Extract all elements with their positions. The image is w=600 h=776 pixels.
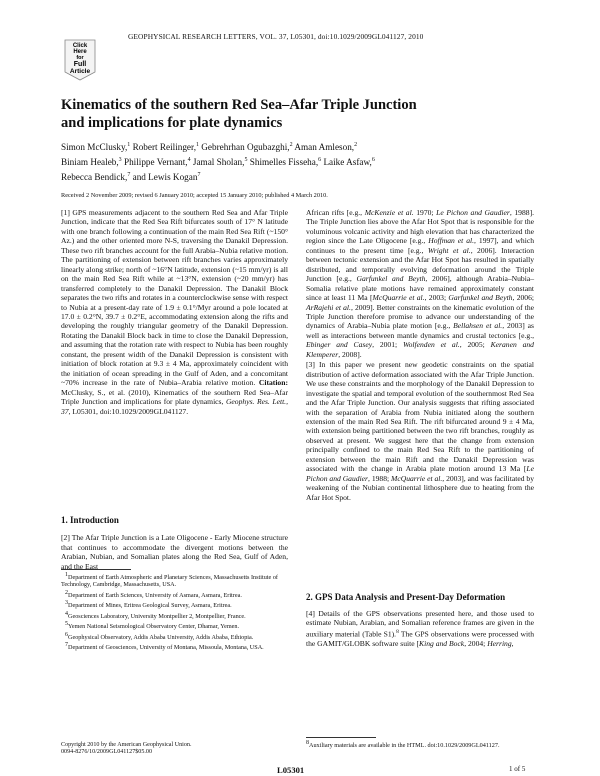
author-list	[61, 139, 481, 184]
author: Gebrehrhan Ogubazghi,	[201, 142, 290, 153]
issn-line: 0094-8276/10/2009GL041127$05.00	[61, 749, 153, 755]
author-affiliation: 2	[354, 142, 358, 148]
author: Jamal Sholan,	[192, 157, 245, 168]
author: Laike Asfaw,	[323, 157, 372, 168]
footnote-number: 7	[65, 642, 68, 649]
footnote-number: 6	[65, 631, 68, 638]
ref-link[interactable]: Ebinger and Casey	[306, 340, 373, 350]
gps-paragraph: [4] Details of the GPS observations presented here, and those used to estimate Nubian, Arabian, and Somalian reference frames are given in the auxiliary material (Table S1).$^8$ The GPS observations were processed with the GAMIT/GLOBK software suite [King and Bock, 2004; Herring,	[306, 609, 534, 648]
author-affiliation: 2	[289, 142, 293, 148]
footnote-divider	[61, 569, 131, 570]
author-affiliation: 6	[318, 157, 322, 164]
badge-text-article: Article	[69, 68, 91, 75]
ref-link[interactable]: Bellahsen et al.	[453, 321, 503, 331]
footnote-number: 3	[65, 600, 68, 607]
author-affiliation: 3	[118, 157, 122, 164]
received-dates: Received 2 November 2009; revised 6 January 2010; accepted 15 January 2010; published 4 March 2010.	[61, 192, 328, 199]
footnote	[61, 600, 288, 609]
ref-link[interactable]: Garfunkel and Beyth	[356, 274, 426, 284]
author: Shimelles Fisseha,	[249, 157, 319, 168]
author: Philippe Vernant,	[123, 157, 188, 168]
ref-link[interactable]: Le Pichon and Gaudier	[306, 464, 534, 483]
footnote-ref[interactable]: 8	[396, 628, 399, 635]
author-affiliation: 5	[244, 157, 248, 164]
full-article-badge[interactable]	[63, 38, 97, 82]
auxiliary-footnote-divider	[306, 737, 376, 738]
footnote	[61, 642, 288, 651]
footnote-number: 1	[65, 572, 68, 578]
ref-link[interactable]: Garfunkel and Beyth	[448, 293, 513, 303]
section-gps-data	[306, 592, 534, 648]
title-line-1: Kinematics of the southern Red Sea–Afar Triple Junction	[61, 97, 417, 113]
section-introduction	[61, 516, 288, 571]
running-head: GEOPHYSICAL RESEARCH LETTERS, VOL. 37, L05301, doi:10.1029/2009GL041127, 2010	[128, 32, 424, 41]
footnote-number: 8	[306, 740, 309, 746]
intro-paragraph: [2] The Afar Triple Junction is a Late Oligocene - Early Miocene structure that continues to accommodate the divergent motions between the Arabian, Nubian, and Somalian plates along the Red Sea, Gulf of Aden, and the East	[61, 533, 288, 571]
author-affiliation: 7	[197, 172, 201, 179]
ref-link[interactable]: Hoffman et al.	[428, 236, 475, 246]
footnote-text: Geosciences Laboratory, University Montpellier 2, Montpellier, France.	[68, 612, 246, 620]
footnote	[61, 590, 288, 599]
title-line-2: and implications for plate dynamics	[61, 115, 283, 131]
page-number: 1 of 5	[509, 765, 526, 773]
author: Biniam Healeb,	[61, 157, 119, 168]
footnote	[61, 621, 288, 630]
affiliation-footnotes	[61, 572, 288, 653]
badge-text-click: Click	[72, 43, 88, 49]
ref-link[interactable]: Herring	[487, 638, 512, 648]
footnote-text: Department of Earth Atmospheric and Planetary Sciences, Massachusetts Institute of Technology, Cambridge, Massachusetts, USA.	[61, 574, 278, 589]
footnote-number: 5	[65, 621, 68, 628]
author-affiliation: 6	[371, 157, 375, 164]
author-affiliation: 1	[196, 142, 199, 148]
author: Robert Reilinger,	[132, 142, 196, 153]
ref-link[interactable]: King and Bock	[419, 638, 465, 648]
ref-link[interactable]: McKenzie et al.	[364, 208, 414, 217]
citation-journal: Geophys. Res. Lett., 37,	[61, 397, 288, 416]
citation-tail: L05301, doi:10.1029/2009GL041127.	[70, 406, 189, 416]
abstract-text: [1] GPS measurements adjacent to the southern Red Sea and Afar Triple Junction, indicate that the Red Sea Rift bifurcates south of 17° N latitude with one branch following a continuation of the main Red Sea Rift (~150° Az.) and the other oriented more N-S, traversing the Danakil Depression. These two rift branches account for the full Arabia–Nubia relative motion. The partitioning of extension between rift branches varies approximately linearly along strike; north of ~16°N latitude, extension (~15 mm/yr) is all on the main Red Sea Rift while at ~13°N, extension (~20 mm/yr) has transferred completely to the Danakil Depression. The Danakil Block separates the two rifts and rotates in a counterclockwise sense with respect to Nubia at a present-day rate of 1.9 ± 0.1°/Myr around a pole located at 17.0 ± 0.2°N, 39.7 ± 0.2°E, accommodating extension along the rifts and developing the roughly triangular geometry of the Danakil Depression. Rotating the Danakil Block back in time to close the Danakil Depression, and assuming that the rotation rate with respect to Nubia has been roughly constant, the present width of the Danakil Depression is consistent with initiation of block rotation at 9.3 ± 4 Ma, approximately coincident with the initiation of ocean spreading in the Gulf of Aden, and a concomitant ~70% increase in the rate of Nubia–Arabia relative motion.	[61, 208, 288, 388]
ref-link[interactable]: ArRajehi et al.	[306, 302, 351, 312]
section-heading-introduction: 1. Introduction	[61, 515, 119, 525]
ref-link[interactable]: Wolfenden et al.	[402, 340, 460, 350]
abstract	[61, 208, 288, 416]
footnote-text: Department of Geosciences, University of Montana, Missoula, Montana, USA.	[68, 644, 264, 652]
author-affiliation: 4	[187, 157, 191, 164]
citation-text: McClusky, S., et al. (2010), Kinematics of the southern Red Sea–Afar Triple Junction and implications for plate dynamics,	[61, 387, 288, 407]
auxiliary-footnote	[306, 740, 534, 749]
author: Aman Amleson,	[294, 142, 355, 153]
author: Simon McClusky,	[61, 142, 128, 153]
footnote-text: Yemen National Seismological Observatory Center, Dhamar, Yemen.	[68, 623, 240, 631]
intro-continued-paragraph: African rifts [e.g., McKenzie et al. 1970; Le Pichon and Gaudier, 1988]. The Triple Junction lies above the Afar Hot Spot that is responsible for the voluminous volcanic activity and high elevation that has characterized the region since the Late Oligocene [e.g., Hoffman et al., 1997], and which continues to the present time [e.g., Wright et al., 2006]. Interaction between tectonic extension and the Afar Hot Spot has resulted in spatially distributed, and temporally evolving deformation around the Triple Junction [e.g., Garfunkel and Beyth, 2006], although Arabia–Nubia–Somalia relative plate motions have remained approximately constant since at least 11 Ma [McQuarrie et al., 2003; Garfunkel and Beyth, 2006; ArRajehi et al., 2009]. Better constraints on the kinematic evolution of the Triple Junction therefore promise to advance our understanding of the dynamics of Arabia–Nubia plate motion [e.g., Bellahsen et al., 2003] as well as interactions between mantle dynamics and crustal tectonics [e.g., Ebinger and Casey, 2001; Wolfenden et al., 2005; Keranen and Klemperer, 2008].	[306, 208, 535, 359]
article-title	[61, 96, 541, 132]
right-column	[306, 208, 534, 502]
copyright-line: Copyright 2010 by the American Geophysical Union.	[61, 742, 192, 748]
footnote-number: 4	[65, 610, 68, 617]
paragraph-3: [3] In this paper we present new geodetic constraints on the spatial distribution of active deformation associated with the Afar Triple Junction. We use these constraints and the morphology of the Danakil Depression to investigate the spatial and temporal evolution of the southernmost Red Sea and the Afar Triple Junction. Our analysis suggests that rifting associated with the separation of Arabia from Nubia initiated along the southern extension of the main Red Sea Rift. The rift bifurcated around 9 ± 4 Ma, with extension being partitioned between the two rift branches, roughly as observed at present. We suggest here that the change from extension principally confined to the main Red Sea Rift to the partitioning of extension between the main Rift and the Danakil Depression was associated with the change in Arabia plate motion around 13 Ma [Le Pichon and Gaudier, 1988; McQuarrie et al., 2003], and was facilitated by weakening of the Nubian continental lithosphere due to heating from the Afar Hot Spot.	[306, 360, 534, 502]
ref-link[interactable]: Keranen and Klemperer	[306, 340, 534, 359]
ref-link[interactable]: Le Pichon and Gaudier	[436, 208, 510, 217]
footnote	[61, 611, 288, 620]
footnote-text: Department of Mines, Eritrea Geological Survey, Asmara, Eritrea.	[68, 602, 232, 610]
ref-link[interactable]: Wright et al.	[427, 245, 471, 255]
footnote	[61, 632, 288, 641]
badge-text-for: for	[76, 55, 84, 61]
section-heading-gps: 2. GPS Data Analysis and Present-Day Deformation	[306, 592, 506, 602]
footnote-text: Geophysical Observatory, Addis Ababa University, Addis Ababa, Ethiopia.	[68, 633, 254, 641]
footnote	[61, 572, 288, 588]
footnote-number: 2	[65, 589, 68, 596]
author: and Lewis Kogan	[132, 172, 198, 183]
badge-text-full: Full	[73, 61, 87, 68]
badge-text-here: Here	[73, 49, 87, 55]
citation-label: Citation:	[258, 378, 288, 388]
author-affiliation: 1	[127, 142, 131, 148]
ref-link[interactable]: McQuarrie et al.	[391, 473, 443, 483]
copyright-notice	[61, 742, 291, 756]
footnote-text: Department of Earth Sciences, University of Asmara, Asmara, Eritrea.	[68, 591, 242, 599]
footnote-text: Auxiliary materials are available in the HTML. doi:10.1029/2009GL041127.	[309, 742, 500, 750]
author: Rebecca Bendick,	[61, 172, 128, 183]
author-affiliation: 7	[127, 172, 131, 179]
article-code: L05301	[277, 765, 305, 775]
ref-link[interactable]: McQuarrie et al.	[372, 293, 425, 303]
